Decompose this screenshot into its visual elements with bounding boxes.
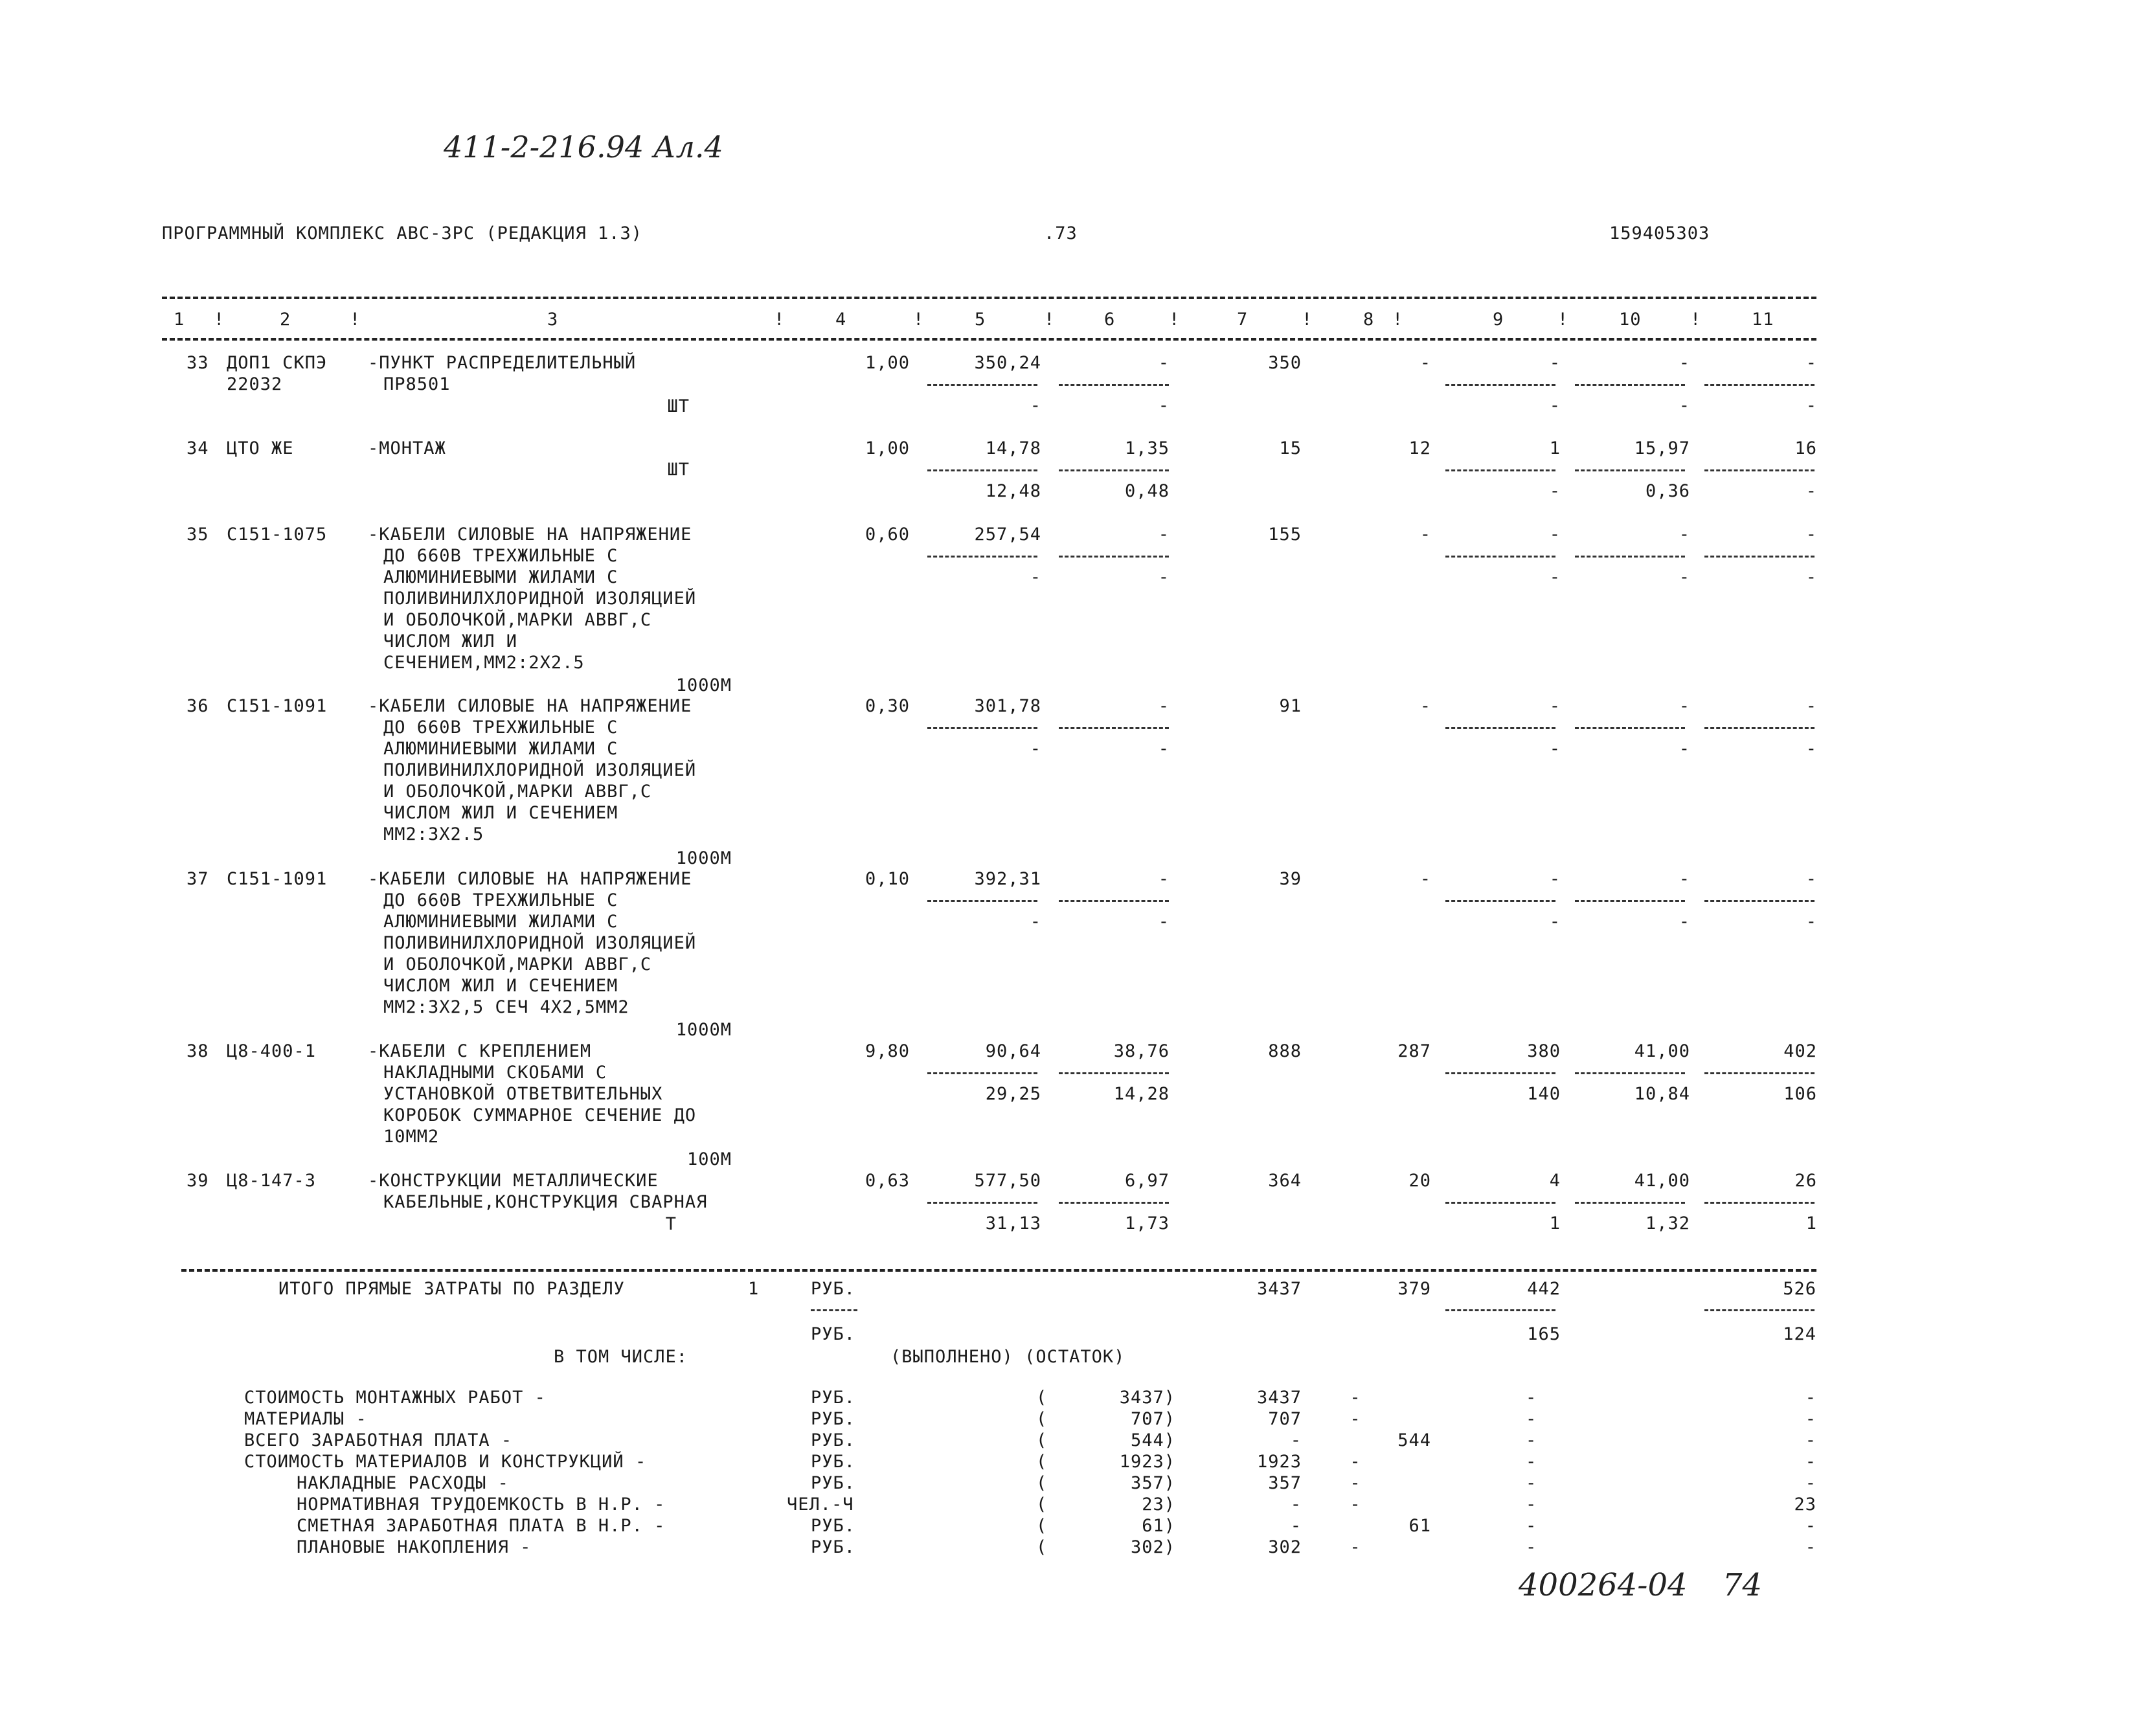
breakdown-done-value: 61): [1142, 1516, 1175, 1536]
row-col9-lower: 1: [1549, 1213, 1561, 1234]
breakdown-unit: РУБ.: [811, 1473, 856, 1493]
value-divider: [1059, 727, 1169, 729]
value-divider: [1704, 727, 1815, 729]
breakdown-label: ПЛАНОВЫЕ НАКОПЛЕНИЯ -: [297, 1537, 532, 1557]
row-col9-lower: -: [1549, 396, 1561, 416]
column-separator: !: [1392, 310, 1404, 330]
row-col8: 287: [1397, 1041, 1431, 1061]
row-description-line: -КАБЕЛИ СИЛОВЫЕ НА НАПРЯЖЕНИЕ: [368, 696, 692, 716]
row-col6: -: [1158, 696, 1170, 716]
row-col10-lower: -: [1679, 567, 1690, 587]
row-col11-lower: -: [1805, 396, 1817, 416]
totals-label: ИТОГО ПРЯМЫЕ ЗАТРАТЫ ПО РАЗДЕЛУ: [278, 1279, 625, 1299]
row-col6: -: [1158, 869, 1170, 889]
row-col6-lower: 1,73: [1124, 1213, 1170, 1234]
breakdown-col8: -: [1350, 1537, 1361, 1557]
value-divider: [927, 1072, 1037, 1074]
row-col5-lower: -: [1030, 912, 1041, 932]
breakdown-col11: -: [1805, 1516, 1816, 1536]
totals-col9-underline: [1445, 1309, 1555, 1311]
breakdown-unit: ЧЕЛ.-Ч: [787, 1494, 854, 1515]
value-divider: [1059, 1202, 1169, 1204]
row-description-line: ММ2:3Х2.5: [383, 824, 484, 844]
row-description-line: -ПУНКТ РАСПРЕДЕЛИТЕЛЬНЫЙ: [368, 353, 637, 373]
breakdown-col7: 707: [1268, 1409, 1302, 1429]
totals-rule: [181, 1269, 1816, 1272]
totals-col9b: 165: [1527, 1324, 1561, 1344]
breakdown-open-paren: (: [1036, 1430, 1048, 1450]
breakdown-unit: РУБ.: [811, 1516, 856, 1536]
table-header-rule: [162, 338, 1816, 341]
column-header-5: 5: [975, 310, 986, 330]
breakdown-label: НАКЛАДНЫЕ РАСХОДЫ -: [297, 1473, 509, 1493]
row-col11-lower: 1: [1805, 1213, 1817, 1234]
value-divider: [1059, 384, 1169, 386]
totals-col8: 379: [1397, 1279, 1431, 1299]
breakdown-unit: РУБ.: [811, 1452, 856, 1472]
row-description-line: УСТАНОВКОЙ ОТВЕТВИТЕЛЬНЫХ: [383, 1084, 663, 1104]
value-divider: [1575, 384, 1685, 386]
totals-col11-underline: [1704, 1309, 1815, 1311]
breakdown-col9: -: [1526, 1430, 1537, 1450]
breakdown-col9: -: [1526, 1473, 1537, 1493]
row-description-line: И ОБОЛОЧКОЙ,МАРКИ АВВГ,С: [383, 610, 652, 630]
row-col9-lower: -: [1549, 912, 1561, 932]
breakdown-open-paren: (: [1036, 1388, 1048, 1408]
value-divider: [1575, 900, 1685, 902]
done-rest-label: (ВЫПОЛНЕНО) (ОСТАТОК): [890, 1347, 1125, 1367]
row-description-line: КАБЕЛЬНЫЕ,КОНСТРУКЦИЯ СВАРНАЯ: [383, 1192, 708, 1212]
value-divider: [1575, 1072, 1685, 1074]
row-description-line: ЧИСЛОМ ЖИЛ И СЕЧЕНИЕМ: [383, 803, 618, 823]
column-header-3: 3: [547, 310, 559, 330]
row-number: 38: [187, 1041, 209, 1061]
row-col9: 4: [1549, 1171, 1561, 1191]
breakdown-col9: -: [1526, 1516, 1537, 1536]
row-col11: -: [1805, 524, 1817, 545]
row-col8: -: [1419, 353, 1431, 373]
row-col10-lower: 10,84: [1634, 1084, 1690, 1104]
column-header-9: 9: [1493, 310, 1504, 330]
breakdown-unit: РУБ.: [811, 1409, 856, 1429]
column-header-10: 10: [1619, 310, 1642, 330]
breakdown-label: СТОИМОСТЬ МОНТАЖНЫХ РАБОТ -: [244, 1388, 546, 1408]
row-description-line: И ОБОЛОЧКОЙ,МАРКИ АВВГ,С: [383, 954, 652, 975]
value-divider: [1575, 556, 1685, 558]
row-col10: 41,00: [1634, 1041, 1690, 1061]
column-header-4: 4: [835, 310, 847, 330]
breakdown-col9: -: [1526, 1494, 1537, 1515]
row-col6: 6,97: [1124, 1171, 1170, 1191]
row-quantity: 0,30: [865, 696, 910, 716]
row-unit: ШТ: [667, 396, 690, 416]
totals-col11b: 124: [1783, 1324, 1816, 1344]
row-description-line: ПОЛИВИНИЛХЛОРИДНОЙ ИЗОЛЯЦИЕЙ: [383, 589, 697, 609]
value-divider: [1445, 1072, 1555, 1074]
row-col9: -: [1549, 696, 1561, 716]
row-description-line: ДО 660В ТРЕХЖИЛЬНЫЕ С: [383, 546, 618, 566]
value-divider: [1059, 469, 1169, 471]
row-number: 36: [187, 696, 209, 716]
value-divider: [927, 469, 1037, 471]
breakdown-done-value: 23): [1142, 1494, 1175, 1515]
totals-section: 1: [748, 1279, 760, 1299]
row-col10: 41,00: [1634, 1171, 1690, 1191]
breakdown-col11: -: [1805, 1537, 1816, 1557]
totals-unit-underline: [811, 1309, 857, 1311]
row-col9-lower: 140: [1527, 1084, 1561, 1104]
row-col5: 90,64: [985, 1041, 1041, 1061]
row-col6-lower: -: [1158, 912, 1170, 932]
row-col11: 16: [1794, 438, 1817, 458]
breakdown-label: МАТЕРИАЛЫ -: [244, 1409, 367, 1429]
column-header-1: 1: [174, 310, 185, 330]
row-description-line: ДО 660В ТРЕХЖИЛЬНЫЕ С: [383, 717, 618, 738]
row-description-line: ЧИСЛОМ ЖИЛ И СЕЧЕНИЕМ: [383, 976, 618, 996]
row-quantity: 0,63: [865, 1171, 910, 1191]
column-separator: !: [913, 310, 925, 330]
value-divider: [1704, 900, 1815, 902]
breakdown-unit: РУБ.: [811, 1537, 856, 1557]
row-col9-lower: -: [1549, 739, 1561, 759]
row-code: С151-1091: [227, 696, 328, 716]
row-col11-lower: -: [1805, 481, 1817, 501]
row-quantity: 1,00: [865, 438, 910, 458]
row-description-line: И ОБОЛОЧКОЙ,МАРКИ АВВГ,С: [383, 782, 652, 802]
column-header-6: 6: [1104, 310, 1116, 330]
row-col5-lower: 31,13: [985, 1213, 1041, 1234]
row-col11: 402: [1783, 1041, 1817, 1061]
row-col5: 257,54: [974, 524, 1041, 545]
row-code: 22032: [227, 374, 283, 394]
value-divider: [1704, 1202, 1815, 1204]
row-col7: 364: [1268, 1171, 1302, 1191]
breakdown-col7: 3437: [1256, 1388, 1302, 1408]
row-col6: 38,76: [1113, 1041, 1170, 1061]
column-header-8: 8: [1363, 310, 1375, 330]
row-col9-lower: -: [1549, 567, 1561, 587]
row-col10-lower: 1,32: [1645, 1213, 1690, 1234]
breakdown-col11: 23: [1794, 1494, 1816, 1515]
row-col10: -: [1679, 696, 1690, 716]
breakdown-open-paren: (: [1036, 1473, 1048, 1493]
row-number: 33: [187, 353, 209, 373]
value-divider: [1059, 1072, 1169, 1074]
row-quantity: 9,80: [865, 1041, 910, 1061]
row-col5: 14,78: [985, 438, 1041, 458]
value-divider: [1445, 384, 1555, 386]
value-divider: [927, 1202, 1037, 1204]
row-description-line: 10ММ2: [383, 1127, 440, 1147]
value-divider: [1445, 469, 1555, 471]
row-col8: -: [1419, 524, 1431, 545]
handwritten-doc-code: 411-2-216.94 Ал.4: [444, 130, 723, 164]
value-divider: [927, 384, 1037, 386]
breakdown-col11: -: [1805, 1430, 1816, 1450]
breakdown-col8: 544: [1397, 1430, 1431, 1450]
value-divider: [1445, 556, 1555, 558]
breakdown-col11: -: [1805, 1473, 1816, 1493]
breakdown-col7: -: [1290, 1494, 1302, 1515]
row-col5-lower: -: [1030, 396, 1041, 416]
column-header-11: 11: [1752, 310, 1774, 330]
breakdown-label: ВСЕГО ЗАРАБОТНАЯ ПЛАТА -: [244, 1430, 513, 1450]
breakdown-done-value: 302): [1130, 1537, 1175, 1557]
row-col10-lower: -: [1679, 396, 1690, 416]
row-col5-lower: -: [1030, 739, 1041, 759]
breakdown-col7: 357: [1268, 1473, 1302, 1493]
row-col11-lower: -: [1805, 912, 1817, 932]
row-code: С151-1075: [227, 524, 328, 545]
row-col7: 39: [1279, 869, 1302, 889]
row-col9: -: [1549, 353, 1561, 373]
value-divider: [1445, 900, 1555, 902]
row-col8: -: [1419, 869, 1431, 889]
breakdown-col8: -: [1350, 1473, 1361, 1493]
handwritten-footer-code: 400264-04: [1519, 1567, 1688, 1603]
row-col10: -: [1679, 353, 1690, 373]
row-col11: 26: [1794, 1171, 1817, 1191]
row-col10-lower: -: [1679, 739, 1690, 759]
breakdown-open-paren: (: [1036, 1494, 1048, 1515]
row-description-line: ПОЛИВИНИЛХЛОРИДНОЙ ИЗОЛЯЦИЕЙ: [383, 760, 697, 780]
row-col5: 577,50: [974, 1171, 1041, 1191]
row-col10-lower: 0,36: [1645, 481, 1690, 501]
breakdown-unit: РУБ.: [811, 1388, 856, 1408]
row-col6-lower: -: [1158, 739, 1170, 759]
row-number: 34: [187, 438, 209, 458]
value-divider: [1575, 727, 1685, 729]
row-col6-lower: -: [1158, 396, 1170, 416]
row-col9: 380: [1527, 1041, 1561, 1061]
breakdown-done-value: 707): [1130, 1409, 1175, 1429]
row-col6: 1,35: [1124, 438, 1170, 458]
row-quantity: 1,00: [865, 353, 910, 373]
row-description-line: -КАБЕЛИ СИЛОВЫЕ НА НАПРЯЖЕНИЕ: [368, 869, 692, 889]
row-col11: -: [1805, 869, 1817, 889]
row-col11-lower: 106: [1783, 1084, 1817, 1104]
breakdown-col8: -: [1350, 1388, 1361, 1408]
row-unit: 1000М: [675, 1020, 732, 1040]
breakdown-col8: -: [1350, 1494, 1361, 1515]
column-header-7: 7: [1237, 310, 1249, 330]
row-col5: 301,78: [974, 696, 1041, 716]
row-col11-lower: -: [1805, 739, 1817, 759]
row-col10: -: [1679, 524, 1690, 545]
row-description-line: АЛЮМИНИЕВЫМИ ЖИЛАМИ С: [383, 739, 618, 759]
row-number: 39: [187, 1171, 209, 1191]
breakdown-open-paren: (: [1036, 1537, 1048, 1557]
row-col6-lower: 14,28: [1113, 1084, 1170, 1104]
row-code: С151-1091: [227, 869, 328, 889]
breakdown-label: НОРМАТИВНАЯ ТРУДОЕМКОСТЬ В Н.Р. -: [297, 1494, 666, 1515]
row-col11-lower: -: [1805, 567, 1817, 587]
row-description-line: ММ2:3Х2,5 СЕЧ 4Х2,5ММ2: [383, 997, 629, 1017]
column-separator: !: [350, 310, 361, 330]
value-divider: [1059, 556, 1169, 558]
breakdown-col9: -: [1526, 1452, 1537, 1472]
row-col10: 15,97: [1634, 438, 1690, 458]
breakdown-col9: -: [1526, 1388, 1537, 1408]
row-col5: 392,31: [974, 869, 1041, 889]
row-description-line: ПР8501: [383, 374, 451, 394]
table-top-rule: [162, 297, 1816, 299]
breakdown-done-value: 544): [1130, 1430, 1175, 1450]
row-col9: 1: [1549, 438, 1561, 458]
row-col5: 350,24: [974, 353, 1041, 373]
breakdown-col11: -: [1805, 1388, 1816, 1408]
totals-unit: РУБ.: [811, 1279, 856, 1299]
value-divider: [1059, 900, 1169, 902]
totals-col9: 442: [1527, 1279, 1561, 1299]
row-code: ДОП1 СКПЭ: [227, 353, 328, 373]
breakdown-col11: -: [1805, 1409, 1816, 1429]
row-description-line: -МОНТАЖ: [368, 438, 446, 458]
value-divider: [1445, 727, 1555, 729]
column-separator: !: [1169, 310, 1181, 330]
row-unit: 100М: [686, 1149, 732, 1169]
row-col5-lower: 29,25: [985, 1084, 1041, 1104]
breakdown-open-paren: (: [1036, 1409, 1048, 1429]
totals-col11: 526: [1783, 1279, 1816, 1299]
row-col7: 155: [1268, 524, 1302, 545]
row-col8: 20: [1408, 1171, 1431, 1191]
column-separator: !: [1302, 310, 1313, 330]
value-divider: [1704, 384, 1815, 386]
row-col5-lower: 12,48: [985, 481, 1041, 501]
row-description-line: -КОНСТРУКЦИИ МЕТАЛЛИЧЕСКИЕ: [368, 1171, 659, 1191]
value-divider: [1575, 1202, 1685, 1204]
row-col5-lower: -: [1030, 567, 1041, 587]
row-description-line: ДО 660В ТРЕХЖИЛЬНЫЕ С: [383, 890, 618, 910]
column-separator: !: [214, 310, 225, 330]
row-code: Ц8-147-3: [227, 1171, 317, 1191]
doc-number: 159405303: [1609, 223, 1710, 243]
row-code: Ц8-400-1: [227, 1041, 317, 1061]
row-number: 37: [187, 869, 209, 889]
row-unit: 1000М: [675, 675, 732, 695]
breakdown-unit: РУБ.: [811, 1430, 856, 1450]
row-col9: -: [1549, 524, 1561, 545]
row-col6: -: [1158, 524, 1170, 545]
breakdown-col7: -: [1290, 1430, 1302, 1450]
value-divider: [1704, 1072, 1815, 1074]
value-divider: [927, 900, 1037, 902]
row-col7: 350: [1268, 353, 1302, 373]
breakdown-col8: 61: [1408, 1516, 1431, 1536]
breakdown-done-value: 357): [1130, 1473, 1175, 1493]
breakdown-done-value: 1923): [1119, 1452, 1175, 1472]
breakdown-col11: -: [1805, 1452, 1816, 1472]
totals-col7: 3437: [1256, 1279, 1302, 1299]
row-col9: -: [1549, 869, 1561, 889]
breakdown-open-paren: (: [1036, 1452, 1048, 1472]
row-description-line: ПОЛИВИНИЛХЛОРИДНОЙ ИЗОЛЯЦИЕЙ: [383, 933, 697, 953]
row-description-line: -КАБЕЛИ СИЛОВЫЕ НА НАПРЯЖЕНИЕ: [368, 524, 692, 545]
row-col7: 91: [1279, 696, 1302, 716]
breakdown-col7: 302: [1268, 1537, 1302, 1557]
row-col6: -: [1158, 353, 1170, 373]
row-number: 35: [187, 524, 209, 545]
row-unit: ШТ: [667, 460, 690, 480]
row-quantity: 0,60: [865, 524, 910, 545]
row-code: ЦТО ЖЕ: [227, 438, 294, 458]
row-col10-lower: -: [1679, 912, 1690, 932]
row-col6-lower: -: [1158, 567, 1170, 587]
row-col7: 15: [1279, 438, 1302, 458]
column-separator: !: [1690, 310, 1702, 330]
row-col11: -: [1805, 696, 1817, 716]
row-description-line: -КАБЕЛИ С КРЕПЛЕНИЕМ: [368, 1041, 592, 1061]
handwritten-footer-page: 74: [1723, 1567, 1763, 1603]
breakdown-col9: -: [1526, 1409, 1537, 1429]
column-separator: !: [1044, 310, 1056, 330]
column-separator: !: [1557, 310, 1569, 330]
breakdown-label: СТОИМОСТЬ МАТЕРИАЛОВ И КОНСТРУКЦИЙ -: [244, 1452, 647, 1472]
program-title: ПРОГРАММНЫЙ КОМПЛЕКС АВС-3РС (РЕДАКЦИЯ 1.3): [162, 223, 642, 243]
row-col8: -: [1419, 696, 1431, 716]
breakdown-label: СМЕТНАЯ ЗАРАБОТНАЯ ПЛАТА В Н.Р. -: [297, 1516, 666, 1536]
value-divider: [1575, 469, 1685, 471]
breakdown-col8: -: [1350, 1452, 1361, 1472]
including-label: В ТОМ ЧИСЛЕ:: [554, 1347, 688, 1367]
value-divider: [927, 556, 1037, 558]
row-unit: Т: [665, 1214, 677, 1234]
row-col6-lower: 0,48: [1124, 481, 1170, 501]
row-description-line: СЕЧЕНИЕМ,ММ2:2Х2.5: [383, 653, 585, 673]
breakdown-col9: -: [1526, 1537, 1537, 1557]
page-number: .73: [1044, 223, 1078, 243]
breakdown-done-value: 3437): [1119, 1388, 1175, 1408]
breakdown-col7: 1923: [1256, 1452, 1302, 1472]
value-divider: [1445, 1202, 1555, 1204]
row-description-line: АЛЮМИНИЕВЫМИ ЖИЛАМИ С: [383, 912, 618, 932]
row-col8: 12: [1408, 438, 1431, 458]
value-divider: [1704, 556, 1815, 558]
column-header-2: 2: [280, 310, 291, 330]
row-unit: 1000М: [675, 848, 732, 868]
row-description-line: НАКЛАДНЫМИ СКОБАМИ С: [383, 1063, 607, 1083]
value-divider: [1704, 469, 1815, 471]
breakdown-col8: -: [1350, 1409, 1361, 1429]
totals-unit2: РУБ.: [811, 1324, 856, 1344]
breakdown-open-paren: (: [1036, 1516, 1048, 1536]
value-divider: [927, 727, 1037, 729]
row-quantity: 0,10: [865, 869, 910, 889]
row-col11: -: [1805, 353, 1817, 373]
row-col7: 888: [1268, 1041, 1302, 1061]
row-description-line: КОРОБОК СУММАРНОЕ СЕЧЕНИЕ ДО: [383, 1105, 697, 1125]
row-description-line: АЛЮМИНИЕВЫМИ ЖИЛАМИ С: [383, 567, 618, 587]
breakdown-col7: -: [1290, 1516, 1302, 1536]
row-description-line: ЧИСЛОМ ЖИЛ И: [383, 631, 518, 651]
column-separator: !: [774, 310, 786, 330]
row-col10: -: [1679, 869, 1690, 889]
row-col9-lower: -: [1549, 481, 1561, 501]
